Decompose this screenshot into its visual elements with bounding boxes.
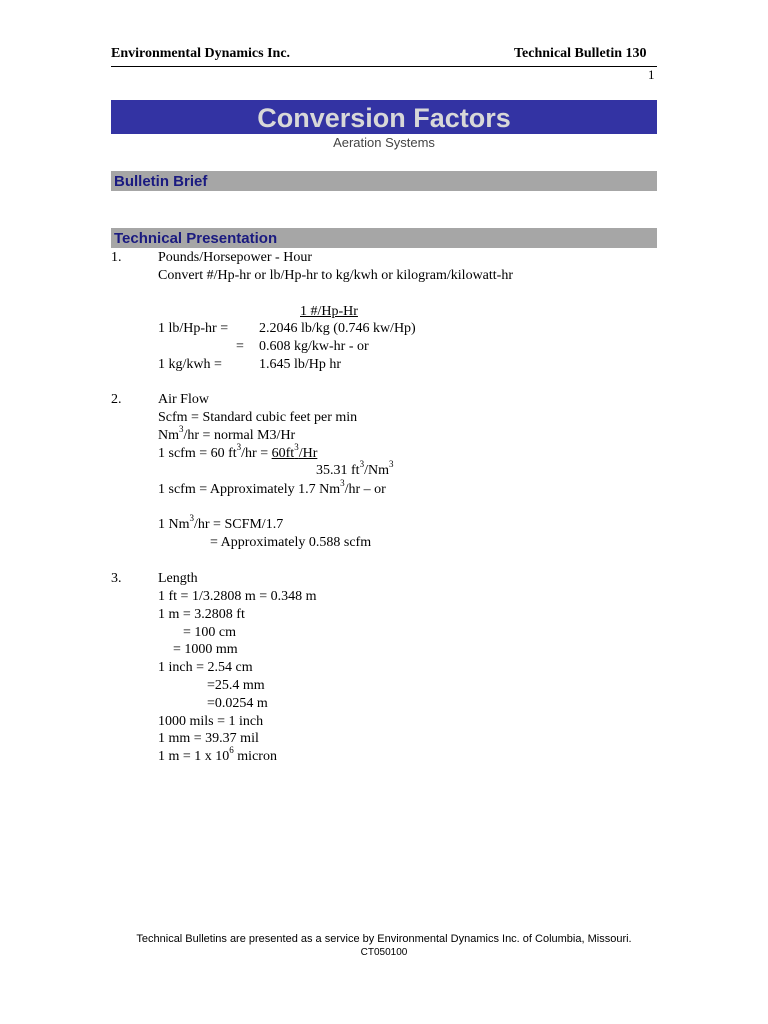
length-line: =0.0254 m bbox=[207, 696, 268, 711]
length-line: 1000 mils = 1 inch bbox=[158, 714, 264, 729]
title-banner: Conversion Factors bbox=[111, 100, 657, 134]
length-line: = 1000 mm bbox=[173, 642, 238, 657]
row-label: 1 lb/Hp-hr = bbox=[158, 321, 229, 336]
row-equals: = bbox=[236, 339, 244, 354]
nm-definition: $Nm^3/hr$ = normal M3/Hr bbox=[158, 424, 296, 443]
length-line: =25.4 mm bbox=[207, 678, 265, 693]
nm-approx: = Approximately 0.588 scfm bbox=[210, 535, 372, 550]
length-line: 1 m = 3.2808 ft bbox=[158, 607, 245, 622]
convert-text: Convert #/Hp-hr or lb/Hp-hr to kg/kwh or kilogram/kilowatt-hr bbox=[158, 268, 513, 283]
length-line: 1 ft = 1/3.2808 m = 0.348 m bbox=[158, 589, 317, 604]
item-heading: Pounds/Horsepower - Hour bbox=[158, 250, 312, 265]
scfm-denominator: 35.31 $ft^3/Nm^3$ bbox=[316, 459, 394, 478]
nm-to-scfm: 1 $Nm^3/hr$ = SCFM/1.7 bbox=[158, 513, 284, 532]
header-rule bbox=[111, 66, 657, 67]
page-number: 1 bbox=[648, 67, 655, 82]
footer-note: Technical Bulletins are presented as a service by Environmental Dynamics Inc. of Columbia, Missouri. bbox=[136, 933, 632, 945]
subtitle: Aeration Systems bbox=[333, 135, 435, 150]
scfm-approx: 1 scfm = Approximately 1.7 Nm$^3$/hr – or bbox=[158, 478, 386, 497]
footer-code: CT050100 bbox=[360, 947, 408, 958]
section-technical-presentation: Technical Presentation bbox=[111, 228, 657, 248]
row-value: 0.608 kg/kw-hr - or bbox=[259, 339, 369, 354]
item-number: 2. bbox=[111, 392, 122, 407]
item-heading: Length bbox=[158, 571, 198, 586]
row-value: 1.645 lb/Hp hr bbox=[259, 357, 342, 372]
scfm-equation: 1 scfm = 60 $ft^3/hr = 60ft^3/Hr$ bbox=[158, 442, 318, 461]
section-bulletin-brief: Bulletin Brief bbox=[111, 171, 657, 191]
item-number: 1. bbox=[111, 250, 122, 265]
company-name: Environmental Dynamics Inc. bbox=[111, 46, 291, 61]
item-number: 3. bbox=[111, 571, 122, 586]
scfm-definition: Scfm = Standard cubic feet per min bbox=[158, 410, 358, 425]
length-line-micron: 1 m = 1 x $10^6$ micron bbox=[158, 745, 277, 764]
row-label: 1 kg/kwh = bbox=[158, 357, 222, 372]
length-line: = 100 cm bbox=[183, 625, 236, 640]
length-line: 1 inch = 2.54 cm bbox=[158, 660, 253, 675]
item-heading: Air Flow bbox=[158, 392, 209, 407]
bulletin-number: Technical Bulletin 130 bbox=[514, 46, 647, 61]
length-line: 1 mm = 39.37 mil bbox=[158, 731, 259, 746]
fraction-numerator: 1 #/Hp-Hr bbox=[300, 304, 358, 319]
row-value: 2.2046 lb/kg (0.746 kw/Hp) bbox=[259, 321, 416, 336]
